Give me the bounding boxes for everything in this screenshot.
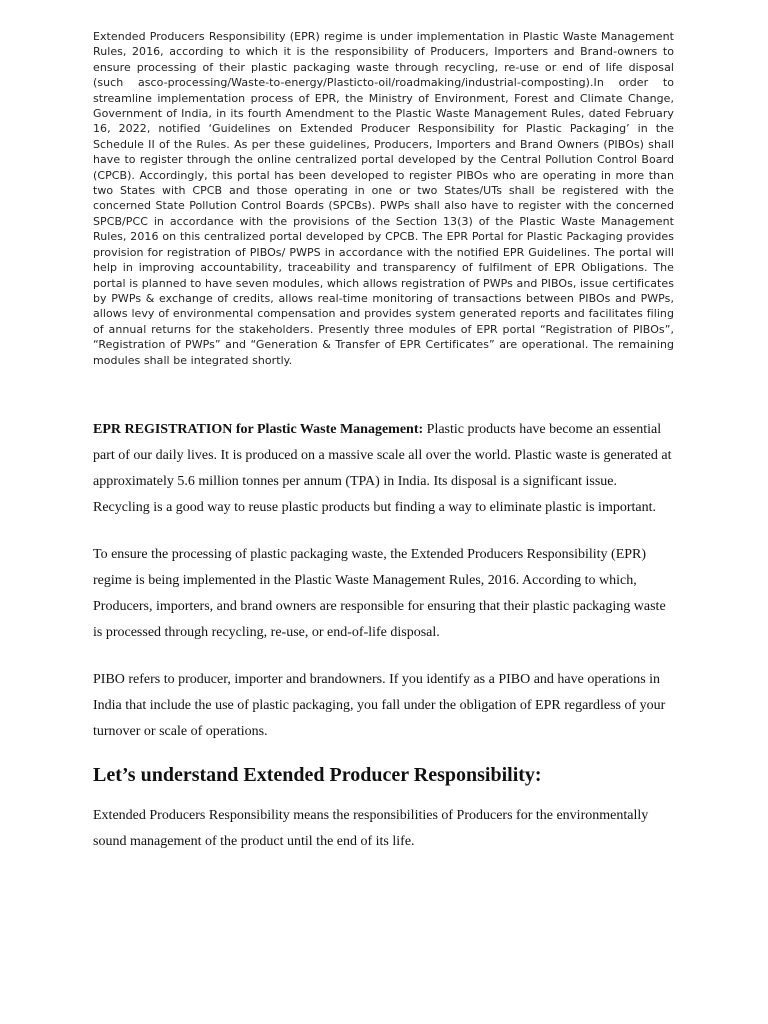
epr-registration-body: Plastic products have become an essential part of our daily lives. It is produced on a massive scale all over the world. Plastic waste is generated at approximately 5.6 million tonnes per annum (TPA) in India. Its disposal is a significant issue. Recycling is a good way to reuse plastic products but finding a way to eliminate plastic is important. — [93, 421, 672, 515]
intro-paragraph: Extended Producers Responsibility (EPR) regime is under implementation in Plastic Waste Management Rules, 2016, according to which it is the responsibility of Producers, Importers and Brand-owners to ensure processing of their plastic packaging waste through recycling, re-use or end of life disposal (such asco-processing/Waste-to-energy/Plasticto-oil/roadmaking/industrial-composting).In order to streamline implementation process of EPR, the Ministry of Environment, Forest and Climate Change, Government of India, in its fourth Amendment to the Plastic Waste Management Rules, dated February 16, 2022, notified ‘Guidelines on Extended Producer Responsibility for Plastic Packaging’ in the Schedule II of the Rules. As per these guidelines, Producers, Importers and Brand Owners (PIBOs) shall have to register through the online centralized portal developed by the Central Pollution Control Board (CPCB). Accordingly, this portal has been developed to register PIBOs who are operating in more than two States with CPCB and those operating in one or two States/UTs shall be registered with the concerned State Pollution Control Boards (SPCBs). PWPs shall also have to register with the concerned SPCB/PCC in accordance with the provisions of the Section 13(3) of the Plastic Waste Management Rules, 2016 on this centralized portal developed by CPCB. The EPR Portal for Plastic Packaging provides provision for registration of PIBOs/ PWPS in accordance with the notified EPR Guidelines. The portal will help in improving accountability, traceability and transparency of fulfilment of EPR Obligations. The portal is planned to have seven modules, which allows registration of PWPs and PIBOs, issue certificates by PWPs & exchange of credits, allows real-time monitoring of transactions between PIBOs and PWPs, allows levy of environmental compensation and provides system generated reports and facilitates filing of annual returns for the stakeholders. Presently three modules of EPR portal “Registration of PIBOs”, “Registration of PWPs” and “Generation & Transfer of EPR Certificates” are operational. The remaining modules shall be integrated shortly. — [93, 30, 674, 367]
processing-paragraph: To ensure the processing of plastic packaging waste, the Extended Producers Responsibility (EPR) regime is being implemented in the Plastic Waste Management Rules, 2016. According to which, Producers, importers, and brand owners are responsible for ensuring that their plastic packaging waste is processed through recycling, re-use, or end-of-life disposal. — [93, 546, 666, 640]
epr-registration-lead: EPR REGISTRATION for Plastic Waste Management: — [93, 421, 424, 437]
document-page — [93, 29, 674, 855]
definition-paragraph: Extended Producers Responsibility means the responsibilities of Producers for the environmentally sound management of the product until the end of its life. — [93, 807, 649, 849]
epr-registration-paragraph — [93, 417, 674, 521]
pibo-paragraph: PIBO refers to producer, importer and brandowners. If you identify as a PIBO and have operations in India that include the use of plastic packaging, you fall under the obligation of EPR regardless of your turnover or scale of operations. — [93, 671, 666, 739]
section-heading: Let’s understand Extended Producer Responsibility: — [93, 763, 542, 786]
